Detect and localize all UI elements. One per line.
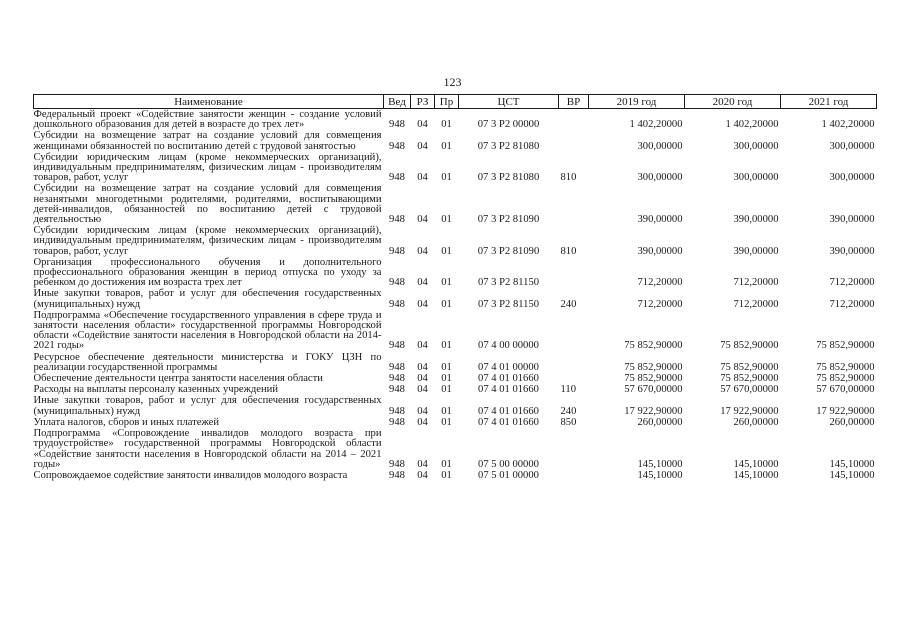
cell-2019: 712,20000 <box>637 277 683 289</box>
cell-pr: 01 <box>441 469 452 481</box>
cell-2020: 260,00000 <box>733 416 779 428</box>
cell-ved: 948 <box>389 458 405 470</box>
cell-2019: 300,00000 <box>637 140 683 152</box>
cell-2020: 17 922,90000 <box>720 405 779 417</box>
cell-vr <box>559 109 589 131</box>
cell-2020: 300,00000 <box>733 172 779 184</box>
cell-vr <box>559 470 589 481</box>
cell-ved: 948 <box>389 172 405 184</box>
cell-cst: 07 5 00 00000 <box>478 458 539 470</box>
cell-pr: 01 <box>441 373 452 385</box>
cell-pr: 01 <box>441 172 452 184</box>
table-row <box>34 130 877 151</box>
cell-name: Сопровождаемое содействие занятости инвалидов молодого возраста <box>33 469 348 481</box>
cell-2021: 712,20000 <box>829 298 875 310</box>
header-2020: 2020 год <box>685 95 781 109</box>
cell-vr: 810 <box>560 245 577 257</box>
budget-table <box>33 94 877 481</box>
cell-pr: 01 <box>441 214 452 226</box>
table-row <box>34 152 877 184</box>
cell-name: Федеральный проект «Содействие занятости женщин - создание условий дошкольного образования для детей в возрасте до трех лет» <box>33 109 382 131</box>
table-row <box>34 257 877 289</box>
cell-2021: 300,00000 <box>829 172 875 184</box>
cell-2019: 145,10000 <box>637 458 683 470</box>
cell-rz: 04 <box>417 405 428 417</box>
cell-2021: 75 852,90000 <box>816 340 875 352</box>
table-header <box>34 95 877 109</box>
cell-vr <box>559 352 589 373</box>
cell-2021: 75 852,90000 <box>816 361 875 373</box>
cell-cst: 07 3 P2 00000 <box>477 119 540 131</box>
cell-pr: 01 <box>441 119 452 131</box>
cell-2020: 712,20000 <box>733 298 779 310</box>
header-pr: Пр <box>435 95 459 109</box>
cell-name: Субсидии юридическим лицам (кроме некоммерческих организаций), индивидуальным предпринимателям, физическим лицам - производителям товаров, работ, услуг <box>33 151 382 184</box>
cell-rz: 04 <box>417 384 428 396</box>
cell-cst: 07 3 P2 81080 <box>477 172 540 184</box>
cell-pr: 01 <box>441 361 452 373</box>
header-ved: Вед <box>384 95 411 109</box>
cell-rz: 04 <box>417 340 428 352</box>
cell-ved: 948 <box>389 340 405 352</box>
cell-name: Обеспечение деятельности центра занятости населения области <box>33 373 323 385</box>
cell-name: Субсидии на возмещение затрат на создание условий для совмещения женщинами обязанностей по воспитанию детей с трудовой занятостью <box>33 130 382 152</box>
cell-2019: 75 852,90000 <box>624 340 683 352</box>
cell-rz: 04 <box>417 140 428 152</box>
cell-ved: 948 <box>389 384 405 396</box>
cell-ved: 948 <box>389 214 405 226</box>
cell-2019: 390,00000 <box>637 245 683 257</box>
cell-name: Расходы на выплаты персоналу казенных учреждений <box>33 384 278 396</box>
cell-vr <box>559 428 589 470</box>
cell-name: Уплата налогов, сборов и иных платежей <box>33 416 220 428</box>
cell-vr <box>559 183 589 225</box>
cell-rz: 04 <box>417 245 428 257</box>
cell-2019: 57 670,00000 <box>624 384 683 396</box>
cell-name: Подпрограмма «Обеспечение государственного управления в сфере труда и занятости населения области» государственной программы Новгородской области «Содействие занятости населения в Новгородской области на 2014-2021 годы» <box>33 309 382 352</box>
cell-vr <box>559 373 589 384</box>
cell-rz: 04 <box>417 469 428 481</box>
cell-2021: 145,10000 <box>829 458 875 470</box>
cell-2019: 145,10000 <box>637 469 683 481</box>
cell-pr: 01 <box>441 384 452 396</box>
cell-name: Субсидии на возмещение затрат на создание условий для совмещения незанятыми многодетными родителями, родителями, воспитывающими детей-инвалидов, обязанностей по воспитанию детей с трудовой деятельностью <box>33 183 382 226</box>
cell-cst: 07 3 P2 81090 <box>477 245 540 257</box>
cell-cst: 07 4 01 01660 <box>478 405 539 417</box>
header-2019: 2019 год <box>589 95 685 109</box>
cell-cst: 07 3 P2 81090 <box>477 214 540 226</box>
cell-pr: 01 <box>441 458 452 470</box>
cell-2019: 75 852,90000 <box>624 361 683 373</box>
cell-ved: 948 <box>389 416 405 428</box>
table-row <box>34 109 877 131</box>
cell-2019: 260,00000 <box>637 416 683 428</box>
header-vr: ВР <box>559 95 589 109</box>
table-row <box>34 352 877 373</box>
cell-pr: 01 <box>441 416 452 428</box>
cell-name: Организация профессионального обучения и дополнительного профессионального образования женщин в период отпуска по уходу за ребенком до достижения им возраста трех лет <box>33 256 382 289</box>
cell-2020: 390,00000 <box>733 214 779 226</box>
cell-2021: 390,00000 <box>829 214 875 226</box>
table-row <box>34 183 877 225</box>
table-row <box>34 225 877 257</box>
cell-2019: 17 922,90000 <box>624 405 683 417</box>
cell-cst: 07 4 01 00000 <box>478 361 539 373</box>
cell-2020: 300,00000 <box>733 140 779 152</box>
cell-vr: 240 <box>560 405 577 417</box>
cell-rz: 04 <box>417 361 428 373</box>
cell-ved: 948 <box>389 373 405 385</box>
table-body <box>34 109 877 482</box>
table-row <box>34 417 877 428</box>
table-row <box>34 395 877 416</box>
cell-pr: 01 <box>441 298 452 310</box>
cell-pr: 01 <box>441 340 452 352</box>
cell-cst: 07 4 01 01660 <box>478 416 539 428</box>
cell-ved: 948 <box>389 361 405 373</box>
cell-2019: 300,00000 <box>637 172 683 184</box>
cell-2020: 75 852,90000 <box>720 340 779 352</box>
cell-2020: 712,20000 <box>733 277 779 289</box>
cell-rz: 04 <box>417 373 428 385</box>
cell-2020: 1 402,20000 <box>725 119 779 131</box>
table-row <box>34 384 877 395</box>
cell-2021: 1 402,20000 <box>821 119 875 131</box>
cell-ved: 948 <box>389 469 405 481</box>
cell-vr: 240 <box>560 298 577 310</box>
cell-rz: 04 <box>417 172 428 184</box>
cell-2021: 57 670,00000 <box>816 384 875 396</box>
cell-ved: 948 <box>389 405 405 417</box>
cell-rz: 04 <box>417 277 428 289</box>
page-number: 123 <box>443 75 462 89</box>
cell-2021: 712,20000 <box>829 277 875 289</box>
table-row <box>34 288 877 309</box>
cell-name: Ресурсное обеспечение деятельности министерства и ГОКУ ЦЗН по реализации государственной программы <box>33 351 382 373</box>
cell-name: Иные закупки товаров, работ и услуг для обеспечения государственных (муниципальных) нужд <box>33 395 382 417</box>
cell-2020: 145,10000 <box>733 469 779 481</box>
cell-cst: 07 3 P2 81150 <box>477 298 540 310</box>
cell-2020: 57 670,00000 <box>720 384 779 396</box>
cell-2021: 300,00000 <box>829 140 875 152</box>
cell-2021: 260,00000 <box>829 416 875 428</box>
cell-2020: 145,10000 <box>733 458 779 470</box>
cell-cst: 07 4 01 01660 <box>478 373 539 385</box>
cell-pr: 01 <box>441 405 452 417</box>
cell-cst: 07 3 P2 81150 <box>477 277 540 289</box>
cell-vr <box>559 130 589 151</box>
header-row <box>34 95 877 109</box>
cell-cst: 07 5 01 00000 <box>478 469 539 481</box>
cell-2021: 75 852,90000 <box>816 373 875 385</box>
cell-vr <box>559 257 589 289</box>
cell-ved: 948 <box>389 245 405 257</box>
cell-cst: 07 3 P2 81080 <box>477 140 540 152</box>
cell-2021: 390,00000 <box>829 245 875 257</box>
cell-name: Субсидии юридическим лицам (кроме некоммерческих организаций), индивидуальным предпринимателям, физическим лицам - производителям товаров, работ, услуг <box>33 225 382 257</box>
cell-2019: 712,20000 <box>637 298 683 310</box>
cell-rz: 04 <box>417 416 428 428</box>
header-2021: 2021 год <box>781 95 877 109</box>
table-row <box>34 373 877 384</box>
cell-2019: 1 402,20000 <box>629 119 683 131</box>
cell-ved: 948 <box>389 119 405 131</box>
cell-2019: 390,00000 <box>637 214 683 226</box>
cell-ved: 948 <box>389 298 405 310</box>
cell-cst: 07 4 01 01660 <box>478 384 539 396</box>
cell-ved: 948 <box>389 277 405 289</box>
cell-vr: 810 <box>560 172 577 184</box>
cell-2021: 145,10000 <box>829 469 875 481</box>
cell-name: Подпрограмма «Сопровождение инвалидов молодого возраста при трудоустройстве» государственной программы Новгородской области «Содействие занятости населения в Новгородской области на 2014 – 2021 годы» <box>33 428 382 470</box>
cell-2020: 390,00000 <box>733 245 779 257</box>
cell-vr <box>559 310 589 352</box>
header-cst: ЦСТ <box>459 95 559 109</box>
cell-rz: 04 <box>417 458 428 470</box>
header-name: Наименование <box>34 95 384 109</box>
cell-rz: 04 <box>417 214 428 226</box>
table-row <box>34 310 877 352</box>
cell-2020: 75 852,90000 <box>720 373 779 385</box>
cell-pr: 01 <box>441 277 452 289</box>
cell-name: Иные закупки товаров, работ и услуг для обеспечения государственных (муниципальных) нужд <box>33 288 382 310</box>
cell-rz: 04 <box>417 119 428 131</box>
cell-2019: 75 852,90000 <box>624 373 683 385</box>
cell-cst: 07 4 00 00000 <box>478 340 539 352</box>
cell-vr: 850 <box>560 416 577 428</box>
header-rz: РЗ <box>411 95 435 109</box>
cell-vr: 110 <box>560 384 576 396</box>
cell-pr: 01 <box>441 245 452 257</box>
table-row <box>34 428 877 470</box>
cell-pr: 01 <box>441 140 452 152</box>
cell-ved: 948 <box>389 140 405 152</box>
cell-2021: 17 922,90000 <box>816 405 875 417</box>
cell-rz: 04 <box>417 298 428 310</box>
table-row <box>34 470 877 481</box>
cell-2020: 75 852,90000 <box>720 361 779 373</box>
